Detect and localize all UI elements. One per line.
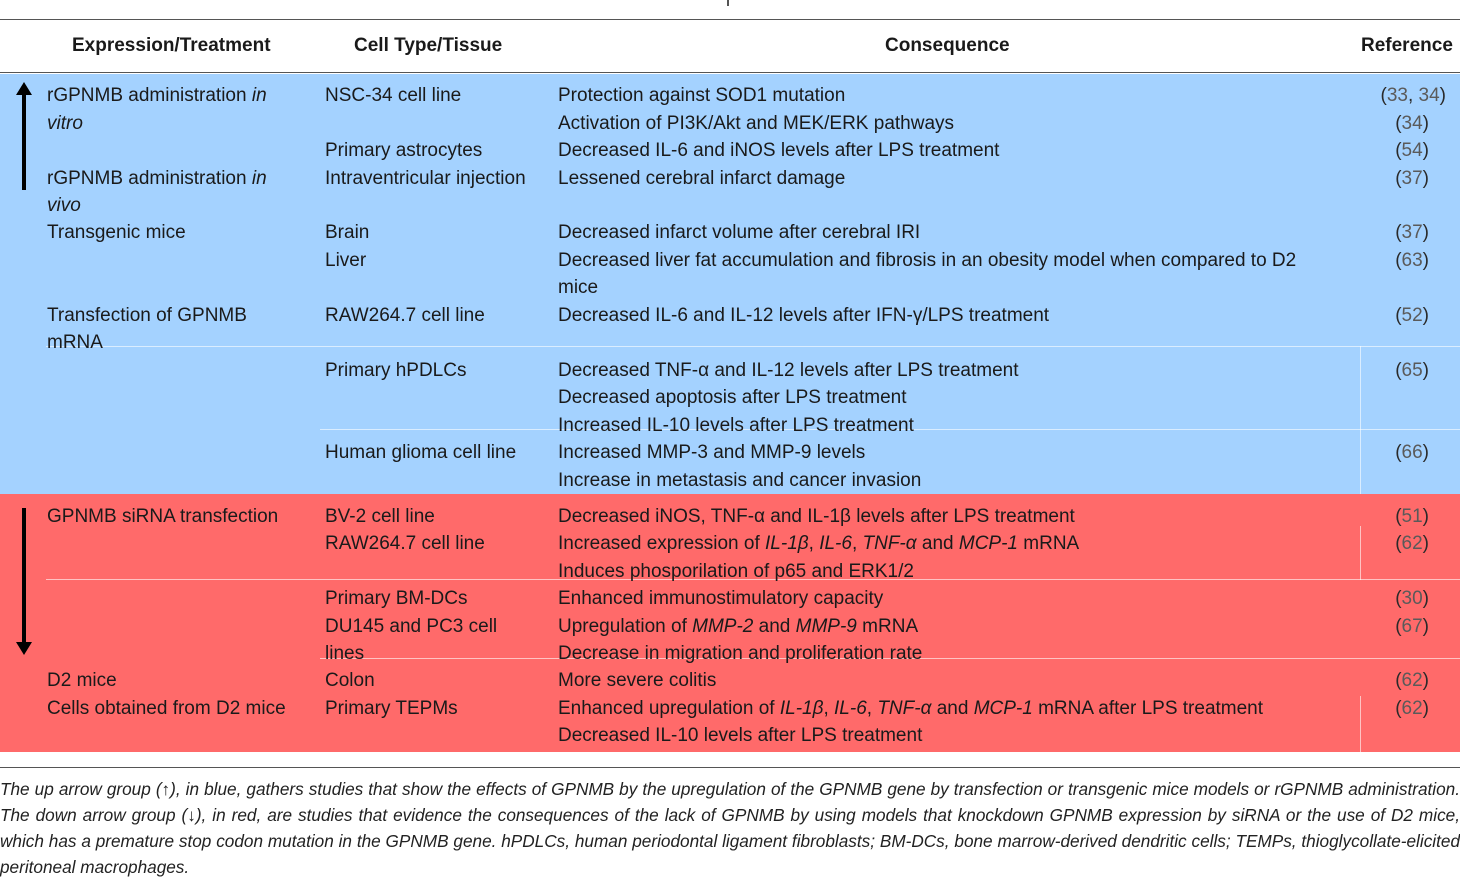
reference: (65) [1395,360,1429,381]
reference-link[interactable]: 66 [1401,442,1423,463]
consequence: Increase in metastasis and cancer invasion [558,470,922,491]
consequence: Decreased iNOS, TNF-α and IL-1β levels after LPS treatment [558,506,1075,527]
cell-type-cont: lines [325,643,365,664]
reference: (51) [1395,506,1429,527]
cell-type: Primary astrocytes [325,140,483,161]
reference-link[interactable]: 34 [1418,85,1440,106]
treatment-cell: Cells obtained from D2 mice [47,698,286,719]
reference: (54) [1395,140,1429,161]
cell-type: Primary hPDLCs [325,360,467,381]
consequence: Decreased liver fat accumulation and fibrosis in an obesity model when compared to D2 [558,250,1297,271]
treatment-cell: GPNMB siRNA transfection [47,506,279,527]
reference: (34) [1395,113,1429,134]
table-caption: The up arrow group (↑), in blue, gathers studies that show the effects of GPNMB by the upregulation of the GPNMB gene by transfection or transgenic mice models or rGPNMB administration. The down arrow group (↓), in red, are studies that evidence the consequences of the lack of GPNMB by using models that knockdown GPNMB expression by siRNA or the use of D2 mice, which has a premature stop codon mutation in the GPNMB gene. hPDLCs, human periodontal ligament fibroblasts; BM-DCs, bone marrow-derived dendritic cells; TEMPs, thioglycollate-elicited peritoneal macrophages. [0,779,1460,877]
consequence-cont: mice [558,277,599,298]
cell-type: NSC-34 cell line [325,85,462,106]
cell-type: RAW264.7 cell line [325,305,485,326]
cell-type: RAW264.7 cell line [325,533,485,554]
reference: (66) [1395,442,1429,463]
reference: (37) [1395,168,1429,189]
reference: (67) [1395,616,1429,637]
top-tick [727,0,729,6]
reference-link[interactable]: 54 [1401,140,1423,161]
consequence: Increased expression of IL-1β, IL-6, TNF-α and MCP-1 mRNA [558,533,1080,554]
treatment-cell: Transfection of GPNMB [47,305,247,326]
consequence: Increased MMP-3 and MMP-9 levels [558,442,866,463]
cell-type: Human glioma cell line [325,442,517,463]
treatment-cell: rGPNMB administration in [47,168,267,189]
cell-type: BV-2 cell line [325,506,435,527]
row-separator [46,346,1460,347]
consequence: Decreased infarct volume after cerebral IRI [558,222,921,243]
reference-link[interactable]: 34 [1401,113,1423,134]
reference-link[interactable]: 33 [1386,85,1408,106]
reference: (52) [1395,305,1429,326]
treatment-cell: rGPNMB administration in [47,85,267,106]
reference: (30) [1395,588,1429,609]
column-separator [1360,346,1361,494]
cell-type: Brain [325,222,370,243]
reference: (33, 34) [1380,85,1446,106]
cell-type: Primary TEPMs [325,698,458,719]
consequence: Decrease in migration and proliferation rate [558,643,923,664]
header-reference: Reference [1361,35,1453,56]
consequence: Decreased TNF-α and IL-12 levels after LPS treatment [558,360,1019,381]
consequence: Enhanced upregulation of IL-1β, IL-6, TNF-α and MCP-1 mRNA after LPS treatment [558,698,1264,719]
reference: (62) [1395,698,1429,719]
header-expression-treatment: Expression/Treatment [72,35,271,56]
reference-link[interactable]: 67 [1401,616,1423,637]
treatment-cell-cont: mRNA [47,332,103,353]
consequence: Activation of PI3K/Akt and MEK/ERK pathways [558,113,955,134]
table-header [0,20,1460,73]
arrow-down-icon [16,642,32,655]
header-cell-type-tissue: Cell Type/Tissue [354,35,503,56]
reference-link[interactable]: 65 [1401,360,1423,381]
consequence: Enhanced immunostimulatory capacity [558,588,884,609]
reference: (62) [1395,670,1429,691]
reference-link[interactable]: 62 [1401,533,1423,554]
column-separator [1360,696,1361,752]
reference-link[interactable]: 52 [1401,305,1423,326]
reference-link[interactable]: 51 [1401,506,1423,527]
consequence: Upregulation of MMP-2 and MMP-9 mRNA [558,616,919,637]
treatment-cell-cont: vivo [47,195,81,216]
column-separator [1360,526,1361,580]
reference: (63) [1395,250,1429,271]
treatment-cell: D2 mice [47,670,117,691]
reference-link[interactable]: 37 [1401,222,1423,243]
consequence: Protection against SOD1 mutation [558,85,846,106]
reference-link[interactable]: 62 [1401,670,1423,691]
consequence: Decreased IL-10 levels after LPS treatment [558,725,923,746]
consequence: Decreased apoptosis after LPS treatment [558,387,907,408]
reference: (37) [1395,222,1429,243]
header-consequence: Consequence [885,35,1010,56]
cell-type: DU145 and PC3 cell [325,616,498,637]
reference-link[interactable]: 37 [1401,168,1423,189]
reference-link[interactable]: 63 [1401,250,1423,271]
cell-type: Intraventricular injection [325,168,526,189]
consequence: Induces phosporilation of p65 and ERK1/2 [558,561,914,582]
reference: (62) [1395,533,1429,554]
treatment-cell: Transgenic mice [47,222,186,243]
bottom-rule [0,767,1460,768]
arrow-down-shaft [22,508,26,644]
cell-type: Primary BM-DCs [325,588,468,609]
cell-type: Liver [325,250,367,271]
arrow-up-shaft [22,94,26,190]
consequence: More severe colitis [558,670,717,691]
consequence: Decreased IL-6 and iNOS levels after LPS treatment [558,140,1000,161]
reference-link[interactable]: 30 [1401,588,1423,609]
consequence: Decreased IL-6 and IL-12 levels after IFN-γ/LPS treatment [558,305,1050,326]
reference-link[interactable]: 62 [1401,698,1423,719]
treatment-cell-cont: vitro [47,113,83,134]
consequence: Increased IL-10 levels after LPS treatment [558,415,914,436]
consequence: Lessened cerebral infarct damage [558,168,846,189]
cell-type: Colon [325,670,375,691]
